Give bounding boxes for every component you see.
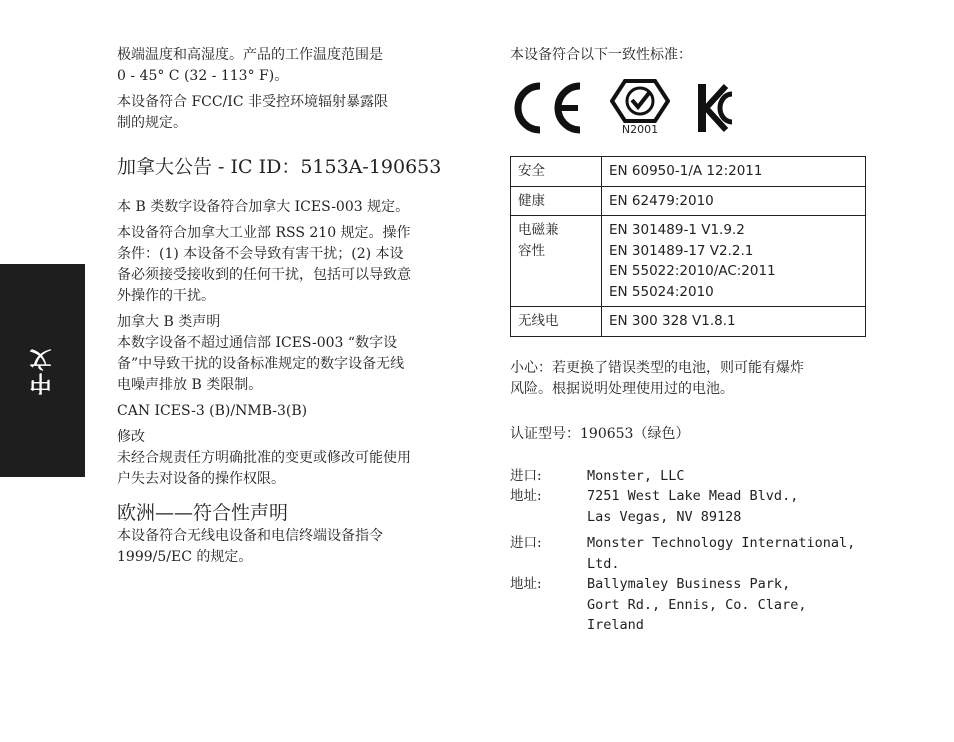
address-line: 7251 West Lake Mead Blvd., xyxy=(587,488,799,504)
class-b-text-line: 电噪声排放 B 类限制。 xyxy=(117,377,263,393)
standard-value: EN 60950-1/A 12:2011 xyxy=(602,157,866,187)
importer-name: Monster Technology International, xyxy=(587,535,856,551)
table-row xyxy=(511,307,866,337)
right-column xyxy=(510,45,870,636)
importer-name: Monster, LLC xyxy=(587,467,685,484)
temperature-text-line: 极端温度和高湿度。产品的工作温度范围是 xyxy=(117,47,383,63)
standard-value: EN 301489-1 V1.9.2 xyxy=(609,222,745,238)
table-row xyxy=(511,216,866,307)
language-side-tab xyxy=(0,264,85,477)
standard-category-line: 电磁兼 xyxy=(518,222,559,238)
eu-text-line: 1999/5/EC 的规定。 xyxy=(117,549,253,565)
canada-heading: 加拿大公告 - IC ID：5153A-190653 xyxy=(117,156,442,178)
eu-text-line: 本设备符合无线电设备和电信终端设备指令 xyxy=(117,528,383,544)
modification-text-line: 户失去对设备的操作权限。 xyxy=(117,471,285,487)
address-line: Las Vegas, NV 89128 xyxy=(587,508,742,525)
address-label: 地址: xyxy=(510,576,542,592)
importer-label: 进口: xyxy=(510,467,542,484)
standard-values xyxy=(602,216,866,307)
importer-block-1 xyxy=(510,466,870,528)
standard-category: 安全 xyxy=(511,157,602,187)
class-b-text-line: 本数字设备不超过通信部 ICES-003 “数字设 xyxy=(117,335,398,351)
importer-label: 进口: xyxy=(510,535,542,551)
battery-caution-line: 小心：若更换了错误类型的电池，则可能有爆炸 xyxy=(510,359,804,376)
model-number: 认证型号：190653（绿色） xyxy=(510,425,690,442)
language-label: 中文 xyxy=(30,346,55,395)
rcm-code: N2001 xyxy=(621,123,659,136)
importer-block-2 xyxy=(510,533,870,636)
rcm-mark xyxy=(610,79,670,136)
rss-text-line: 条件：(1) 本设备不会导致有害干扰；(2) 本设 xyxy=(117,246,404,262)
address-line: Ballymaley Business Park, xyxy=(587,576,791,592)
rss-text-line: 外操作的干扰。 xyxy=(117,288,215,304)
standards-table xyxy=(510,156,866,337)
standard-value: EN 55022:2010/AC:2011 xyxy=(609,263,776,279)
standard-value: EN 300 328 V1.8.1 xyxy=(602,307,866,337)
modification-title: 修改 xyxy=(117,429,145,445)
class-b-text-line: 备”中导致干扰的设备标准规定的数字设备无线 xyxy=(117,356,405,372)
table-row xyxy=(511,186,866,216)
standard-category: 无线电 xyxy=(511,307,602,337)
can-ices-label: CAN ICES-3 (B)/NMB-3(B) xyxy=(117,403,308,419)
table-row xyxy=(511,157,866,187)
address-label: 地址: xyxy=(510,488,542,504)
class-b-title: 加拿大 B 类声明 xyxy=(117,314,221,330)
eu-heading: 欧洲——符合性声明 xyxy=(117,502,289,524)
standard-category xyxy=(511,216,602,307)
fcc-text-line: 本设备符合 FCC/IC 非受控环境辐射暴露限 xyxy=(117,94,388,110)
battery-caution-line: 风险。根据说明处理使用过的电池。 xyxy=(510,380,734,397)
address-line: Ireland xyxy=(587,617,644,633)
standard-value: EN 62479:2010 xyxy=(602,186,866,216)
standard-category: 健康 xyxy=(511,186,602,216)
address-line: Gort Rd., Ennis, Co. Clare, xyxy=(587,596,807,613)
fcc-text-line: 制的规定。 xyxy=(117,115,187,131)
standard-category-line: 容性 xyxy=(518,242,545,259)
left-column xyxy=(117,45,477,568)
modification-text-line: 未经合规责任方明确批准的变更或修改可能使用 xyxy=(117,450,411,466)
standard-value: EN 301489-17 V2.2.1 xyxy=(609,242,754,259)
ce-mark-icon xyxy=(510,80,584,136)
certification-logos xyxy=(510,76,870,136)
conformity-intro: 本设备符合以下一致性标准： xyxy=(510,47,692,63)
ices-text: 本 B 类数字设备符合加拿大 ICES-003 规定。 xyxy=(117,199,410,215)
standard-value: EN 55024:2010 xyxy=(609,283,714,300)
temperature-range-line: 0 - 45° C (32 - 113° F)。 xyxy=(117,68,289,84)
importer-name: Ltd. xyxy=(587,555,620,572)
kc-mark-icon xyxy=(696,80,734,136)
rss-text-line: 本设备符合加拿大工业部 RSS 210 规定。操作 xyxy=(117,225,411,241)
rcm-check-icon xyxy=(610,79,670,123)
rss-text-line: 备必须接受接收到的任何干扰，包括可以导致意 xyxy=(117,267,411,283)
